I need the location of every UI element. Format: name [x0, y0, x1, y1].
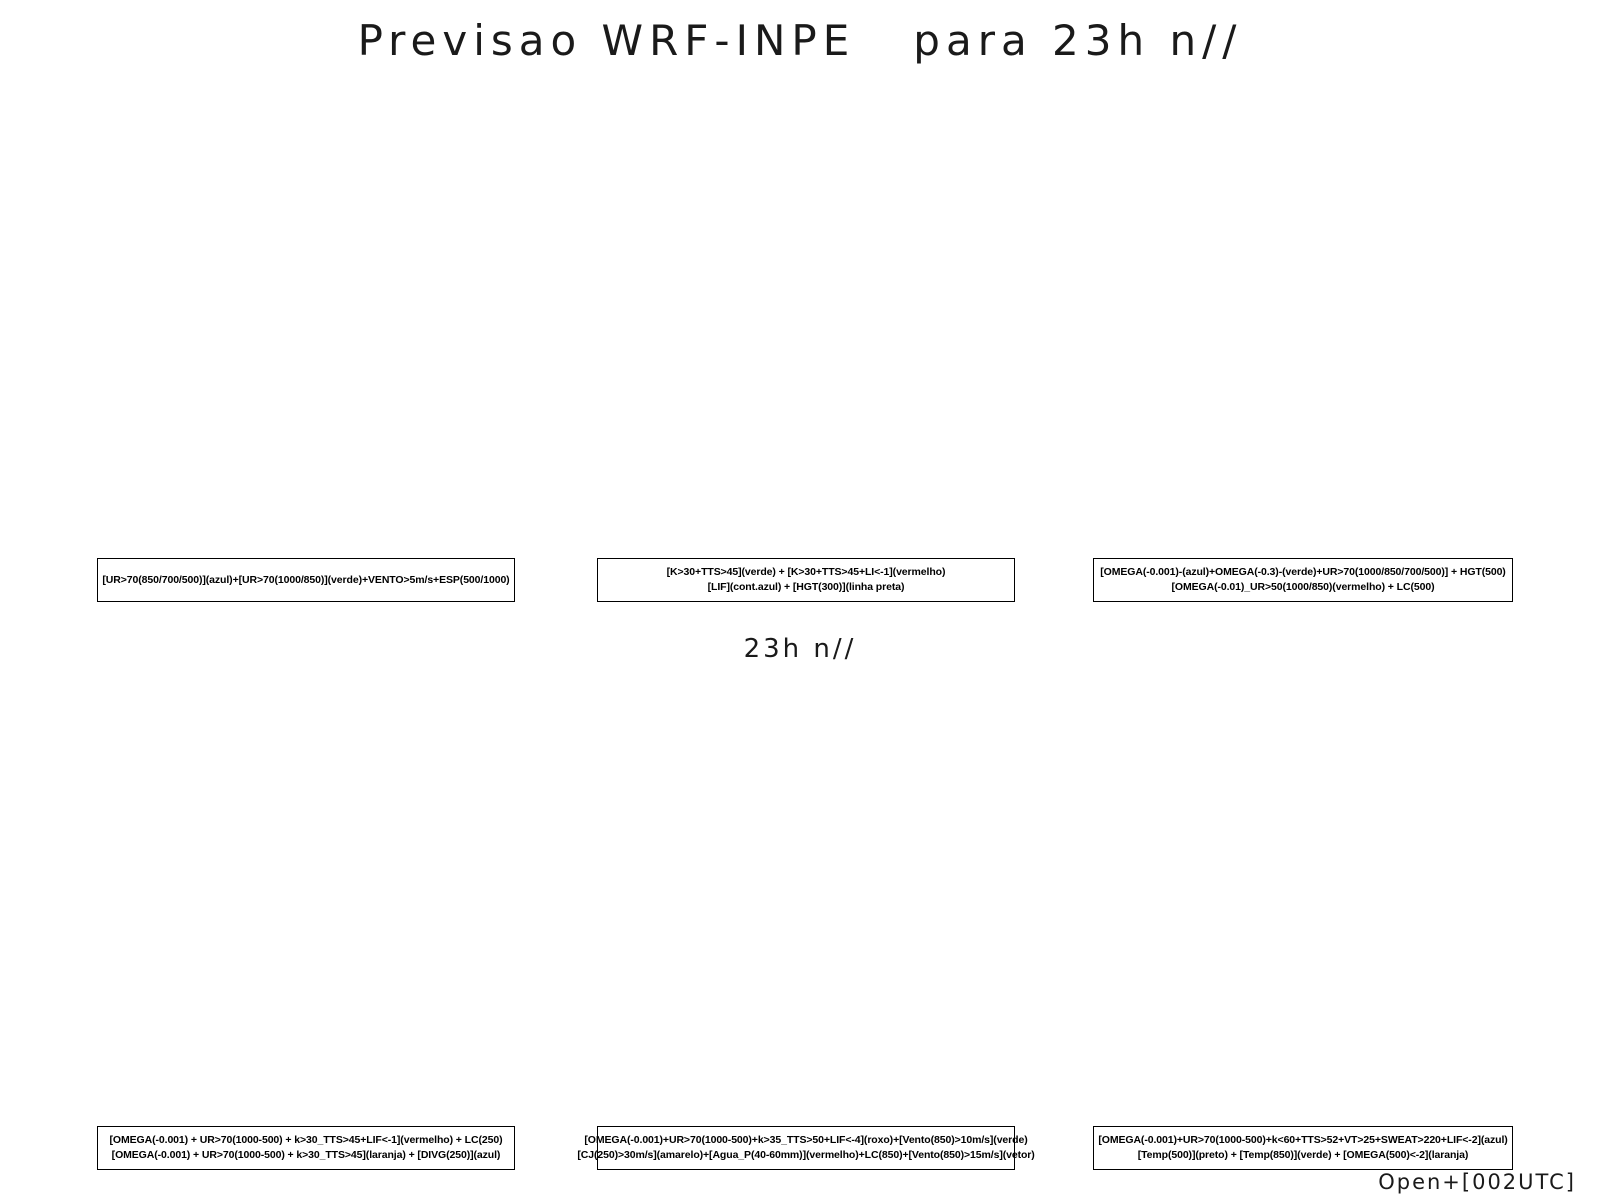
legend-box-bottom-center: [577, 1126, 1035, 1170]
legend-line: [OMEGA(-0.001)-(azul)+OMEGA(-0.3)-(verde)+UR>70(1000/850/700/500)] + HGT(500): [1100, 566, 1506, 578]
legend-line: [UR>70(850/700/500)](azul)+[UR>70(1000/850)](verde)+VENTO>5m/s+ESP(500/1000): [102, 573, 510, 586]
legend-line: [CJ(250)>30m/s](amarelo)+[Agua_P(40-60mm)](vermelho)+LC(850)+[Vento(850)>15m/s](vetor): [577, 1149, 1035, 1161]
map-panel-top-right: [1093, 100, 1513, 550]
map-panel-bottom-right: [1093, 670, 1513, 1120]
corner-stamp: Open+[002UTC]: [1378, 1170, 1576, 1194]
legend-box-top-left: [97, 558, 515, 602]
legend-line: [OMEGA(-0.001)+UR>70(1000-500)+k<60+TTS>52+VT>25+SWEAT>220+LIF<-2](azul): [1098, 1134, 1508, 1146]
legend-line: [Temp(500)](preto) + [Temp(850)](verde) + [OMEGA(500)<-2](laranja): [1137, 1149, 1469, 1161]
page-title: Previsao WRF-INPE para 23h n//: [357, 16, 1243, 65]
map-panel-top-left: [97, 100, 515, 550]
map-panel-bottom-left: [97, 670, 515, 1120]
map-panel-top-center: [597, 100, 1015, 550]
legend-line: [LIF](cont.azul) + [HGT(300)](linha preta): [707, 581, 905, 593]
legend-box-top-right: [1093, 558, 1513, 602]
legend-line: [OMEGA(-0.001)+UR>70(1000-500)+k>35_TTS>50+LIF<-4](roxo)+[Vento(850)>10m/s](verde): [584, 1134, 1028, 1146]
legend-line: [K>30+TTS>45](verde) + [K>30+TTS>45+LI<-1](vermelho): [666, 566, 946, 578]
map-panel-bottom-center: [597, 670, 1015, 1120]
legend-box-bottom-left: [97, 1126, 515, 1170]
legend-box-bottom-right: [1093, 1126, 1513, 1170]
mid-caption: 23h n//: [743, 634, 857, 664]
legend-line: [OMEGA(-0.001) + UR>70(1000-500) + k>30_TTS>45](laranja) + [DIVG(250)](azul): [111, 1149, 501, 1161]
legend-line: [OMEGA(-0.001) + UR>70(1000-500) + k>30_TTS>45+LIF<-1](vermelho) + LC(250): [109, 1134, 503, 1146]
legend-line: [OMEGA(-0.01)_UR>50(1000/850)(vermelho) + LC(500): [1171, 581, 1435, 593]
legend-box-top-center: [597, 558, 1015, 602]
